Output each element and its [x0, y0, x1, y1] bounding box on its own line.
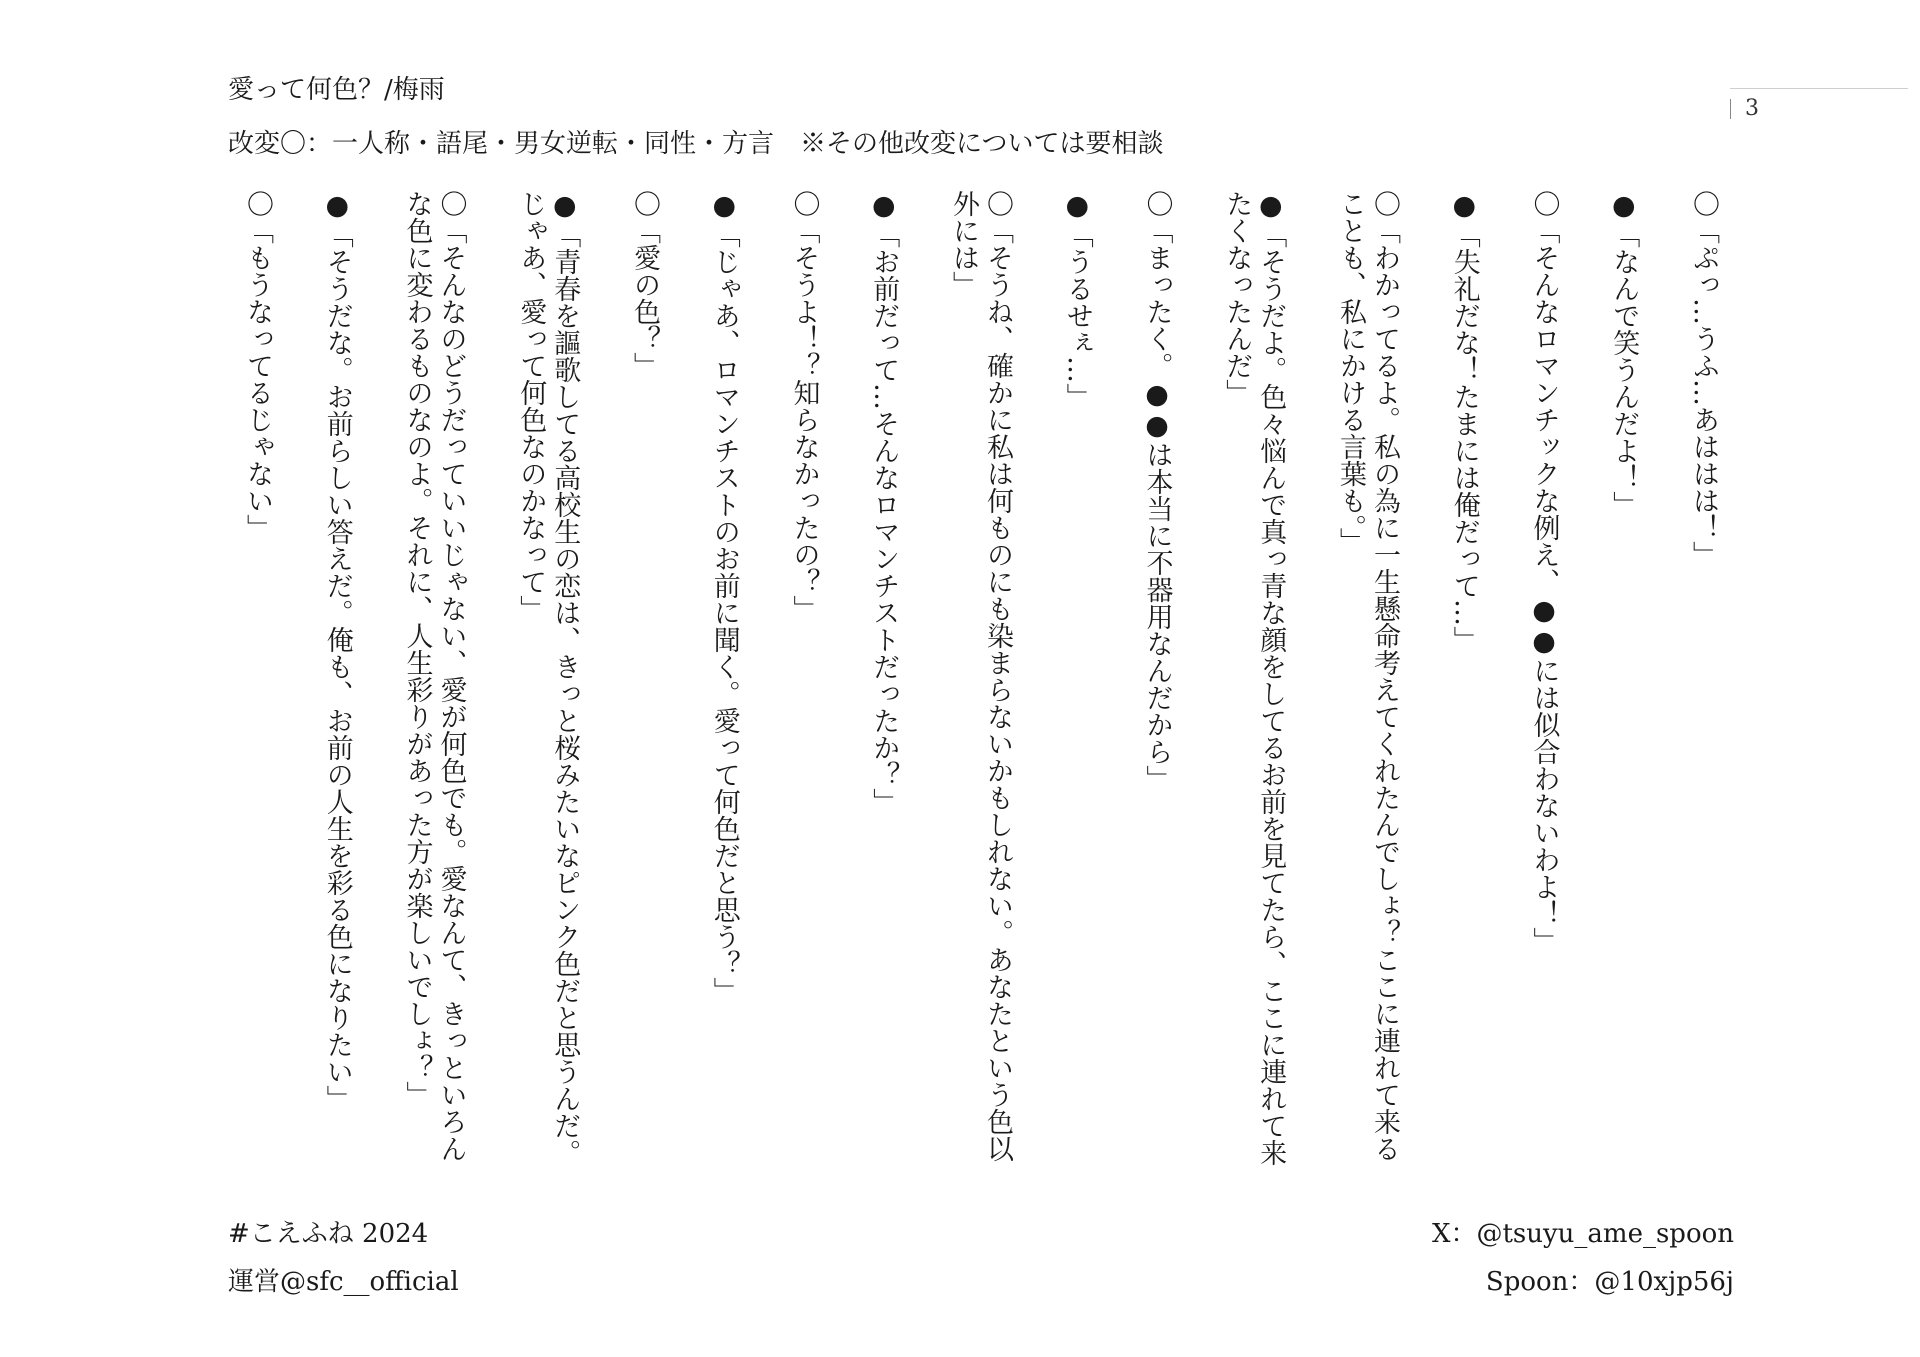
script-line — [513, 190, 581, 1170]
line-text: 「ぷっ…うふ…あははは！」 — [1688, 217, 1719, 568]
script-line — [1606, 190, 1640, 518]
speaker-mark: 〇 — [1369, 190, 1400, 217]
script-line — [1527, 190, 1561, 954]
organizer-credit: 運営@sfc__official — [228, 1267, 459, 1297]
speaker-mark: 〇 — [982, 190, 1013, 217]
speaker-mark: 〇 — [1528, 190, 1560, 217]
script-line — [627, 190, 661, 379]
script-line — [866, 190, 900, 815]
script-line — [1060, 190, 1094, 410]
script-line — [1219, 190, 1287, 1170]
line-text: 「そんなロマンチックな例え、●●には似合わないわよ！」 — [1528, 217, 1560, 954]
speaker-mark: ● — [549, 190, 581, 221]
line-text: 「そうね、確かに私は何ものにも染まらないかもしれない。あなたという色以外には」 — [948, 190, 1013, 1162]
script-line — [1686, 190, 1720, 568]
script-line — [1447, 190, 1481, 653]
line-text: 「そうよ！？知らなかったの？」 — [788, 217, 820, 622]
speaker-mark: 〇 — [1688, 190, 1719, 217]
script-line — [320, 190, 354, 1112]
speaker-mark: 〇 — [788, 190, 820, 217]
line-text: 「失礼だな！たまには俺だって…」 — [1448, 221, 1480, 653]
script-line — [787, 190, 821, 622]
speaker-mark: ● — [321, 190, 353, 221]
speaker-mark: ● — [1448, 190, 1480, 221]
line-text: 「そうだよ。色々悩んで真っ青な顔をしてるお前を見てたら、ここに連れて来たくなったんだ」 — [1221, 190, 1287, 1166]
speaker-mark: ● — [1061, 190, 1093, 221]
script-line — [1333, 190, 1401, 1170]
speaker-mark: 〇 — [1141, 190, 1173, 217]
footer-left — [228, 1210, 459, 1306]
page-indicator — [1730, 96, 1759, 121]
speaker-mark: 〇 — [629, 190, 660, 217]
script-line — [707, 190, 741, 1004]
speaker-mark: ● — [868, 190, 900, 221]
script-title: 愛って何色？/梅雨 — [228, 75, 445, 105]
x-account: X：@tsuyu_ame_spoon — [1431, 1219, 1734, 1249]
line-text: 「じゃあ、ロマンチストのお前に聞く。愛って何色だと思う？」 — [708, 221, 740, 1004]
page-rule — [1730, 88, 1908, 89]
event-hashtag: #こえふね 2024 — [228, 1219, 429, 1249]
speaker-mark: 〇 — [435, 190, 467, 217]
line-text: 「まったく。●●は本当に不器用なんだから」 — [1141, 217, 1173, 792]
script-line — [240, 190, 274, 541]
script-body — [240, 190, 1720, 1170]
document-header — [228, 70, 1163, 164]
page-number: 3 — [1745, 96, 1759, 121]
script-line — [400, 190, 468, 1170]
line-text: 「うるせぇ…」 — [1061, 221, 1093, 410]
line-text: 「もうなってるじゃない」 — [242, 217, 273, 541]
script-line — [1140, 190, 1174, 792]
page-divider — [1730, 99, 1731, 119]
footer-right — [1432, 1210, 1734, 1306]
script-line — [946, 190, 1014, 1170]
spoon-account: Spoon：@10xjp56j — [1485, 1267, 1734, 1297]
speaker-mark: ● — [708, 190, 740, 221]
speaker-mark: 〇 — [242, 190, 273, 217]
line-text: 「青春を謳歌してる高校生の恋は、きっと桜みたいなピンク色だと思うんだ。じゃあ、愛って何色なのかなって」 — [515, 190, 581, 1166]
line-text: 「わかってるよ。私の為に一生懸命考えてくれたんでしょ？ここに連れて来ることも、私にかける言葉も。」 — [1335, 190, 1400, 1162]
speaker-mark: ● — [1608, 190, 1640, 221]
line-text: 「お前だって…そんなロマンチストだったか？」 — [868, 221, 900, 815]
modification-notice: 改変〇：一人称・語尾・男女逆転・同性・方言 ※その他改変については要相談 — [228, 129, 1164, 159]
line-text: 「愛の色？」 — [629, 217, 660, 379]
line-text: 「そんなのどうだっていいじゃない、愛が何色でも。愛なんて、きっといろんな色に変わるものなのよ。それに、人生彩りがあった方が楽しいでしょ？」 — [401, 190, 467, 1162]
line-text: 「そうだな。お前らしい答えだ。俺も、お前の人生を彩る色になりたい」 — [321, 221, 353, 1112]
line-text: 「なんで笑うんだよ！」 — [1608, 221, 1640, 518]
speaker-mark: ● — [1255, 190, 1287, 221]
